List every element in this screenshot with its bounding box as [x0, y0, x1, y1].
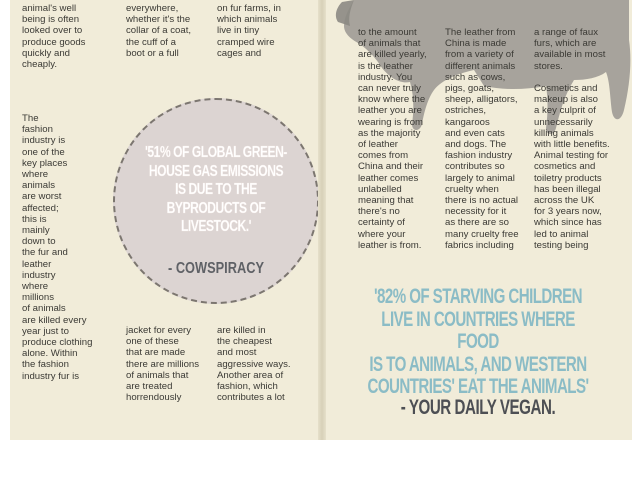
left-col1-top-text: animal's well being is often looked over to produce goods quickly and cheaply.: [22, 3, 86, 71]
right-col3-text: a range of faux furs, which are available in most stores. Cosmetics and makeup is also a key culprit of unnecessarily killing animals with little benefits. Animal testing for cosmetics and toiletry products has been illegal across the UK for 3 years now, which since has led to animal testing being: [534, 27, 610, 251]
circle-quote-text: '51% OF GLOBAL GREEN-HOUSE GAS EMISSIONS IS DUE TO THE BYPRODUCTS OF LIVESTOCK.': [145, 144, 287, 235]
left-col2-top-text: everywhere, whether it's the collar of a coat, the cuff of a boot or a full: [126, 3, 192, 59]
left-col2-bottom-text: jacket for every one of these that are made there are millions of animals that are treated horrendously: [126, 325, 200, 404]
magazine-spread: [10, 0, 632, 440]
left-col3-top-text: on fur farms, in which animals live in tiny cramped wire cages and: [217, 3, 281, 59]
left-col1-body-text: The fashion industry is one of the key places where animals are worst affected; this is mainly down to the fur and leather industry where millions of animals are killed every year just to produce clothing alone. Within the fashion industry fur is: [22, 113, 93, 382]
large-pull-quote: '82% OF STARVING CHILDREN LIVE IN COUNTRIES WHERE FOOD IS TO ANIMALS, AND WESTERN COUNTRIES' EAT THE ANIMALS': [367, 285, 589, 398]
right-col2-text: The leather from China is made from a variety of different animals such as cows, pigs, goats, sheep, alligators, ostriches, kangaroos and even cats and dogs. The fashion industry contributes so largely to animal cruelty when there is no actual necessity for it as there are so many cruelty free fabrics including: [445, 27, 519, 251]
right-page: [324, 0, 632, 440]
right-col1-text: to the amount of animals that are killed yearly, is the leather industry. You can never truly know where the leather you are wearing is from as the majority of leather comes from China and their leather comes unlabelled meaning that there's no certainty of where your leather is from.: [358, 27, 427, 251]
left-col3-bottom-text: are killed in the cheapest and most aggressive ways. Another area of fashion, which contributes a lot: [217, 325, 291, 404]
large-quote-source: - YOUR DAILY VEGAN.: [400, 396, 556, 419]
quote-circle: [113, 98, 319, 304]
circle-quote-source: - COWSPIRACY: [168, 260, 264, 277]
left-page: [10, 0, 320, 440]
